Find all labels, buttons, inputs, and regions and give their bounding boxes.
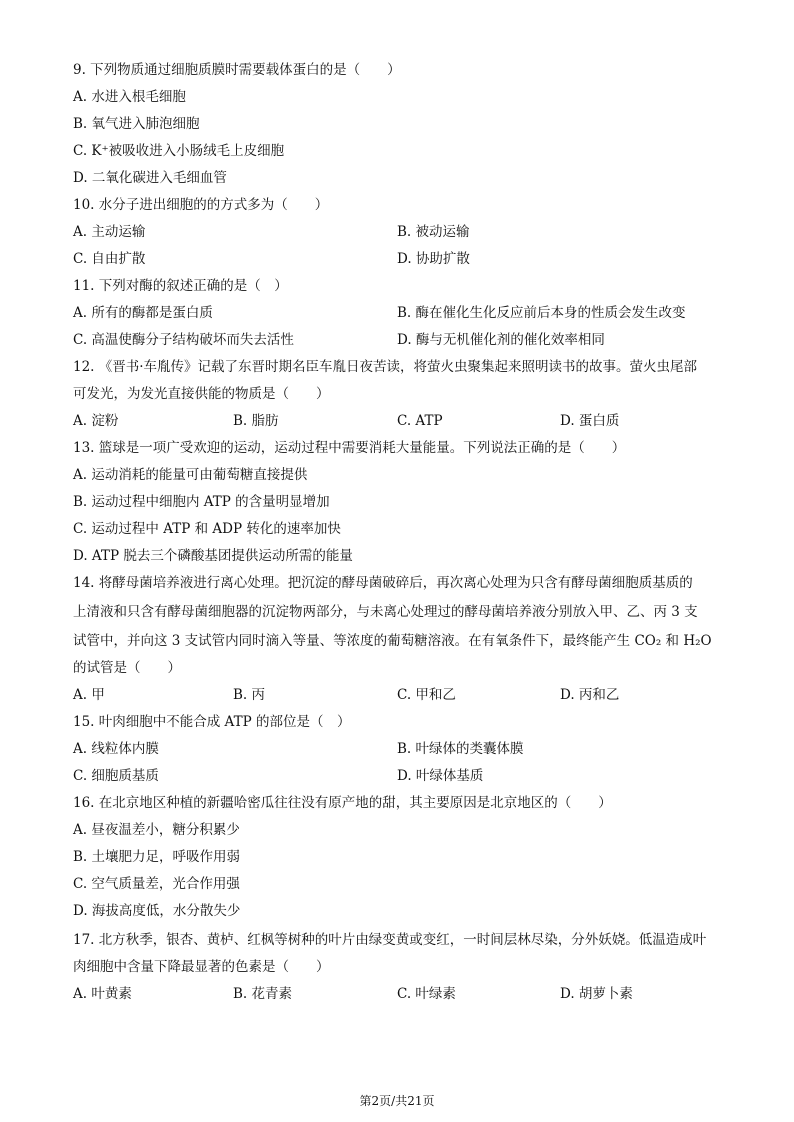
q15-option-a: A. 线粒体内膜 [73,741,159,757]
q15-option-d: D. 叶绿体基质 [397,768,484,784]
q17-option-d: D. 胡萝卜素 [560,986,633,1002]
q15-options-row1 [73,739,734,759]
q9-option-a: A. 水进入根毛细胞 [73,89,186,105]
q17-stem-line2: 肉细胞中含量下降最显著的色素是（ ） [73,959,330,975]
q14-option-d: D. 丙和乙 [560,687,620,703]
q12-options-row [73,411,734,431]
q16-option-d: D. 海拔高度低，水分散失少 [73,903,241,919]
q12-option-d: D. 蛋白质 [560,413,620,429]
q17-options-row [73,984,734,1004]
q11-options-row1 [73,303,734,323]
q9-stem: 9. 下列物质通过细胞质膜时需要载体蛋白的是（ ） [73,62,401,78]
q11-option-c: C. 高温使酶分子结构破坏而失去活性 [73,332,294,348]
q15-stem: 15. 叶肉细胞中不能合成 ATP 的部位是（ ） [73,714,351,730]
q14-options-row [73,685,734,705]
q14-option-c: C. 甲和乙 [397,687,456,703]
q17-option-a: A. 叶黄素 [73,986,132,1002]
q17-option-c: C. 叶绿素 [397,986,456,1002]
q13-option-b: B. 运动过程中细胞内 ATP 的含量明显增加 [73,494,330,510]
q14-stem-line4: 的试管是（ ） [73,660,181,676]
q10-stem: 10. 水分子进出细胞的的方式多为（ ） [73,197,329,213]
q13-option-d: D. ATP 脱去三个磷酸基团提供运动所需的能量 [73,548,353,564]
q16-option-b: B. 土壤肥力足，呼吸作用弱 [73,849,241,865]
q10-option-d: D. 协助扩散 [397,251,470,267]
q12-stem-line1: 12. 《晋书·车胤传》记载了东晋时期名臣车胤日夜苦读，将萤火虫聚集起来照明读书的故事。萤火虫尾部 [73,359,698,375]
q12-option-b: B. 脂肪 [233,413,279,429]
q14-option-a: A. 甲 [73,687,105,703]
q9-option-b: B. 氧气进入肺泡细胞 [73,116,200,132]
q10-options-row1 [73,222,734,242]
q16-option-a: A. 昼夜温差小，糖分积累少 [73,822,240,838]
q15-options-row2 [73,766,734,786]
q11-option-a: A. 所有的酶都是蛋白质 [73,305,213,321]
q11-stem: 11. 下列对酶的叙述正确的是（ ） [73,278,288,294]
q12-option-a: A. 淀粉 [73,413,119,429]
q11-option-b: B. 酶在催化生化反应前后本身的性质会发生改变 [397,305,686,321]
q11-options-row2 [73,330,734,350]
q10-option-b: B. 被动运输 [397,224,470,240]
q16-option-c: C. 空气质量差，光合作用强 [73,876,240,892]
q16-stem: 16. 在北京地区种植的新疆哈密瓜往往没有原产地的甜，其主要原因是北京地区的（ ） [73,795,612,811]
page-number: 第2页/共21页 [359,1094,435,1108]
q14-stem-line2: 上清液和只含有酵母菌细胞器的沉淀物两部分，与未离心处理过的酵母菌培养液分别放入甲、乙、丙 3 支 [73,604,698,620]
q10-option-c: C. 自由扩散 [73,251,146,267]
q12-option-c: C. ATP [397,413,443,429]
q9-option-d: D. 二氧化碳进入毛细血管 [73,170,227,186]
q14-stem-line1: 14. 将酵母菌培养液进行离心处理。把沉淀的酵母菌破碎后，再次离心处理为只含有酵母菌细胞质基质的 [73,575,693,591]
q17-stem-line1: 17. 北方秋季，银杏、黄栌、红枫等树种的叶片由绿变黄或变红，一时间层林尽染，分外妖娆。低温造成叶 [73,932,707,948]
q14-option-b: B. 丙 [233,687,266,703]
q13-stem: 13. 篮球是一项广受欢迎的运动，运动过程中需要消耗大量能量。下列说法正确的是（ ） [73,440,626,456]
q13-option-c: C. 运动过程中 ATP 和 ADP 转化的速率加快 [73,521,341,537]
q15-option-b: B. 叶绿体的类囊体膜 [397,741,524,757]
q9-option-c: C. K⁺被吸收进入小肠绒毛上皮细胞 [73,143,285,159]
q10-options-row2 [73,249,734,269]
q10-option-a: A. 主动运输 [73,224,146,240]
q12-stem-line2: 可发光，为发光直接供能的物质是（ ） [73,386,330,402]
q11-option-d: D. 酶与无机催化剂的催化效率相同 [397,332,605,348]
q15-option-c: C. 细胞质基质 [73,768,159,784]
q13-option-a: A. 运动消耗的能量可由葡萄糖直接提供 [73,467,308,483]
q17-option-b: B. 花青素 [233,986,293,1002]
q14-stem-line3: 试管中，并向这 3 支试管内同时滴入等量、等浓度的葡萄糖溶液。在有氧条件下，最终能产生 CO₂ 和 H₂O [73,633,712,649]
